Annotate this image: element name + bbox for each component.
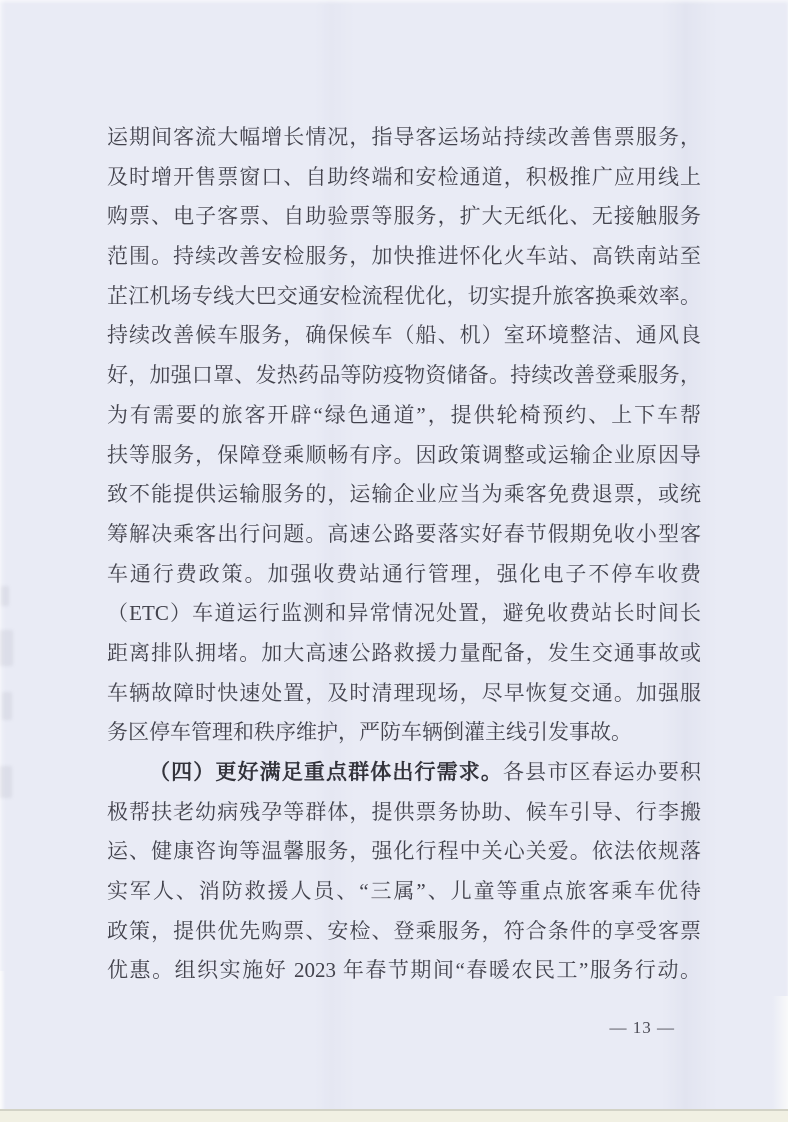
- body-text-line: 好，加强口罩、发热药品等防疫物资储备。持续改善登乘服务，: [107, 363, 701, 388]
- body-text-line: 致不能提供运输服务的，运输企业应当为乘客免费退票，或统: [107, 482, 701, 507]
- body-text-line: 运期间客流大幅增长情况，指导客运场站持续改善售票服务，: [107, 125, 701, 149]
- paragraph-heading-bold: （四）更好满足重点群体出行需求。: [149, 760, 503, 784]
- scan-smudge: [0, 766, 12, 798]
- paper-edge-left: [0, 971, 5, 1111]
- body-text-line: 务区停车管理和秩序维护，严防车辆倒灌主线引发事故。: [107, 720, 632, 745]
- paper-edge-right: [772, 996, 788, 1111]
- body-text-line: 运、健康咨询等温馨服务，强化行程中关心关爱。依法依规落: [107, 839, 701, 864]
- body-text-line: （ETC）车道运行监测和异常情况处置，避免收费站长时间长: [107, 601, 701, 626]
- scan-smudge: [2, 692, 12, 720]
- body-text-line: 距离排队拥堵。加大高速公路救援力量配备，发生交通事故或: [107, 640, 701, 665]
- page-number: — 13 —: [609, 1018, 675, 1037]
- body-text-line: 及时增开售票窗口、自助终端和安检通道，积极推广应用线上: [107, 164, 701, 189]
- document-body: [107, 118, 701, 991]
- body-text-line: 实军人、消防救援人员、“三属”、儿童等重点旅客乘车优待: [107, 879, 701, 904]
- body-text-line: 极帮扶老幼病残孕等群体，提供票务协助、候车引导、行李搬: [107, 799, 701, 824]
- body-text-line: 购票、电子客票、自助验票等服务，扩大无纸化、无接触服务: [107, 204, 701, 229]
- body-text-line: 车辆故障时快速处置，及时清理现场，尽早恢复交通。加强服: [107, 680, 701, 705]
- scan-smudge: [0, 630, 13, 666]
- body-text-line: 优惠。组织实施好 2023 年春节期间“春暖农民工”服务行动。: [107, 958, 701, 983]
- body-text-line: 为有需要的旅客开辟“绿色通道”，提供轮椅预约、上下车帮: [107, 402, 701, 427]
- body-text-line: 筹解决乘客出行问题。高速公路要落实好春节假期免收小型客: [107, 521, 701, 546]
- body-text-line: 政策，提供优先购票、安检、登乘服务，符合条件的享受客票: [107, 918, 701, 943]
- body-text-line: 范围。持续改善安检服务，加快推进怀化火车站、高铁南站至: [107, 244, 701, 269]
- body-text-line: 车通行费政策。加强收费站通行管理，强化电子不停车收费: [107, 561, 701, 586]
- paragraph-heading-line: [107, 753, 701, 793]
- body-text-line: 芷江机场专线大巴交通安检流程优化，切实提升旅客换乘效率。: [107, 283, 701, 308]
- body-text-line: 扶等服务，保障登乘顺畅有序。因政策调整或运输企业原因导: [107, 442, 701, 467]
- scan-smudge: [1, 586, 9, 606]
- body-text-line: 持续改善候车服务，确保候车（船、机）室环境整洁、通风良: [107, 323, 701, 348]
- scanner-edge-strip: [0, 1109, 788, 1122]
- paragraph-heading-rest: 各县市区春运办要积: [503, 760, 701, 784]
